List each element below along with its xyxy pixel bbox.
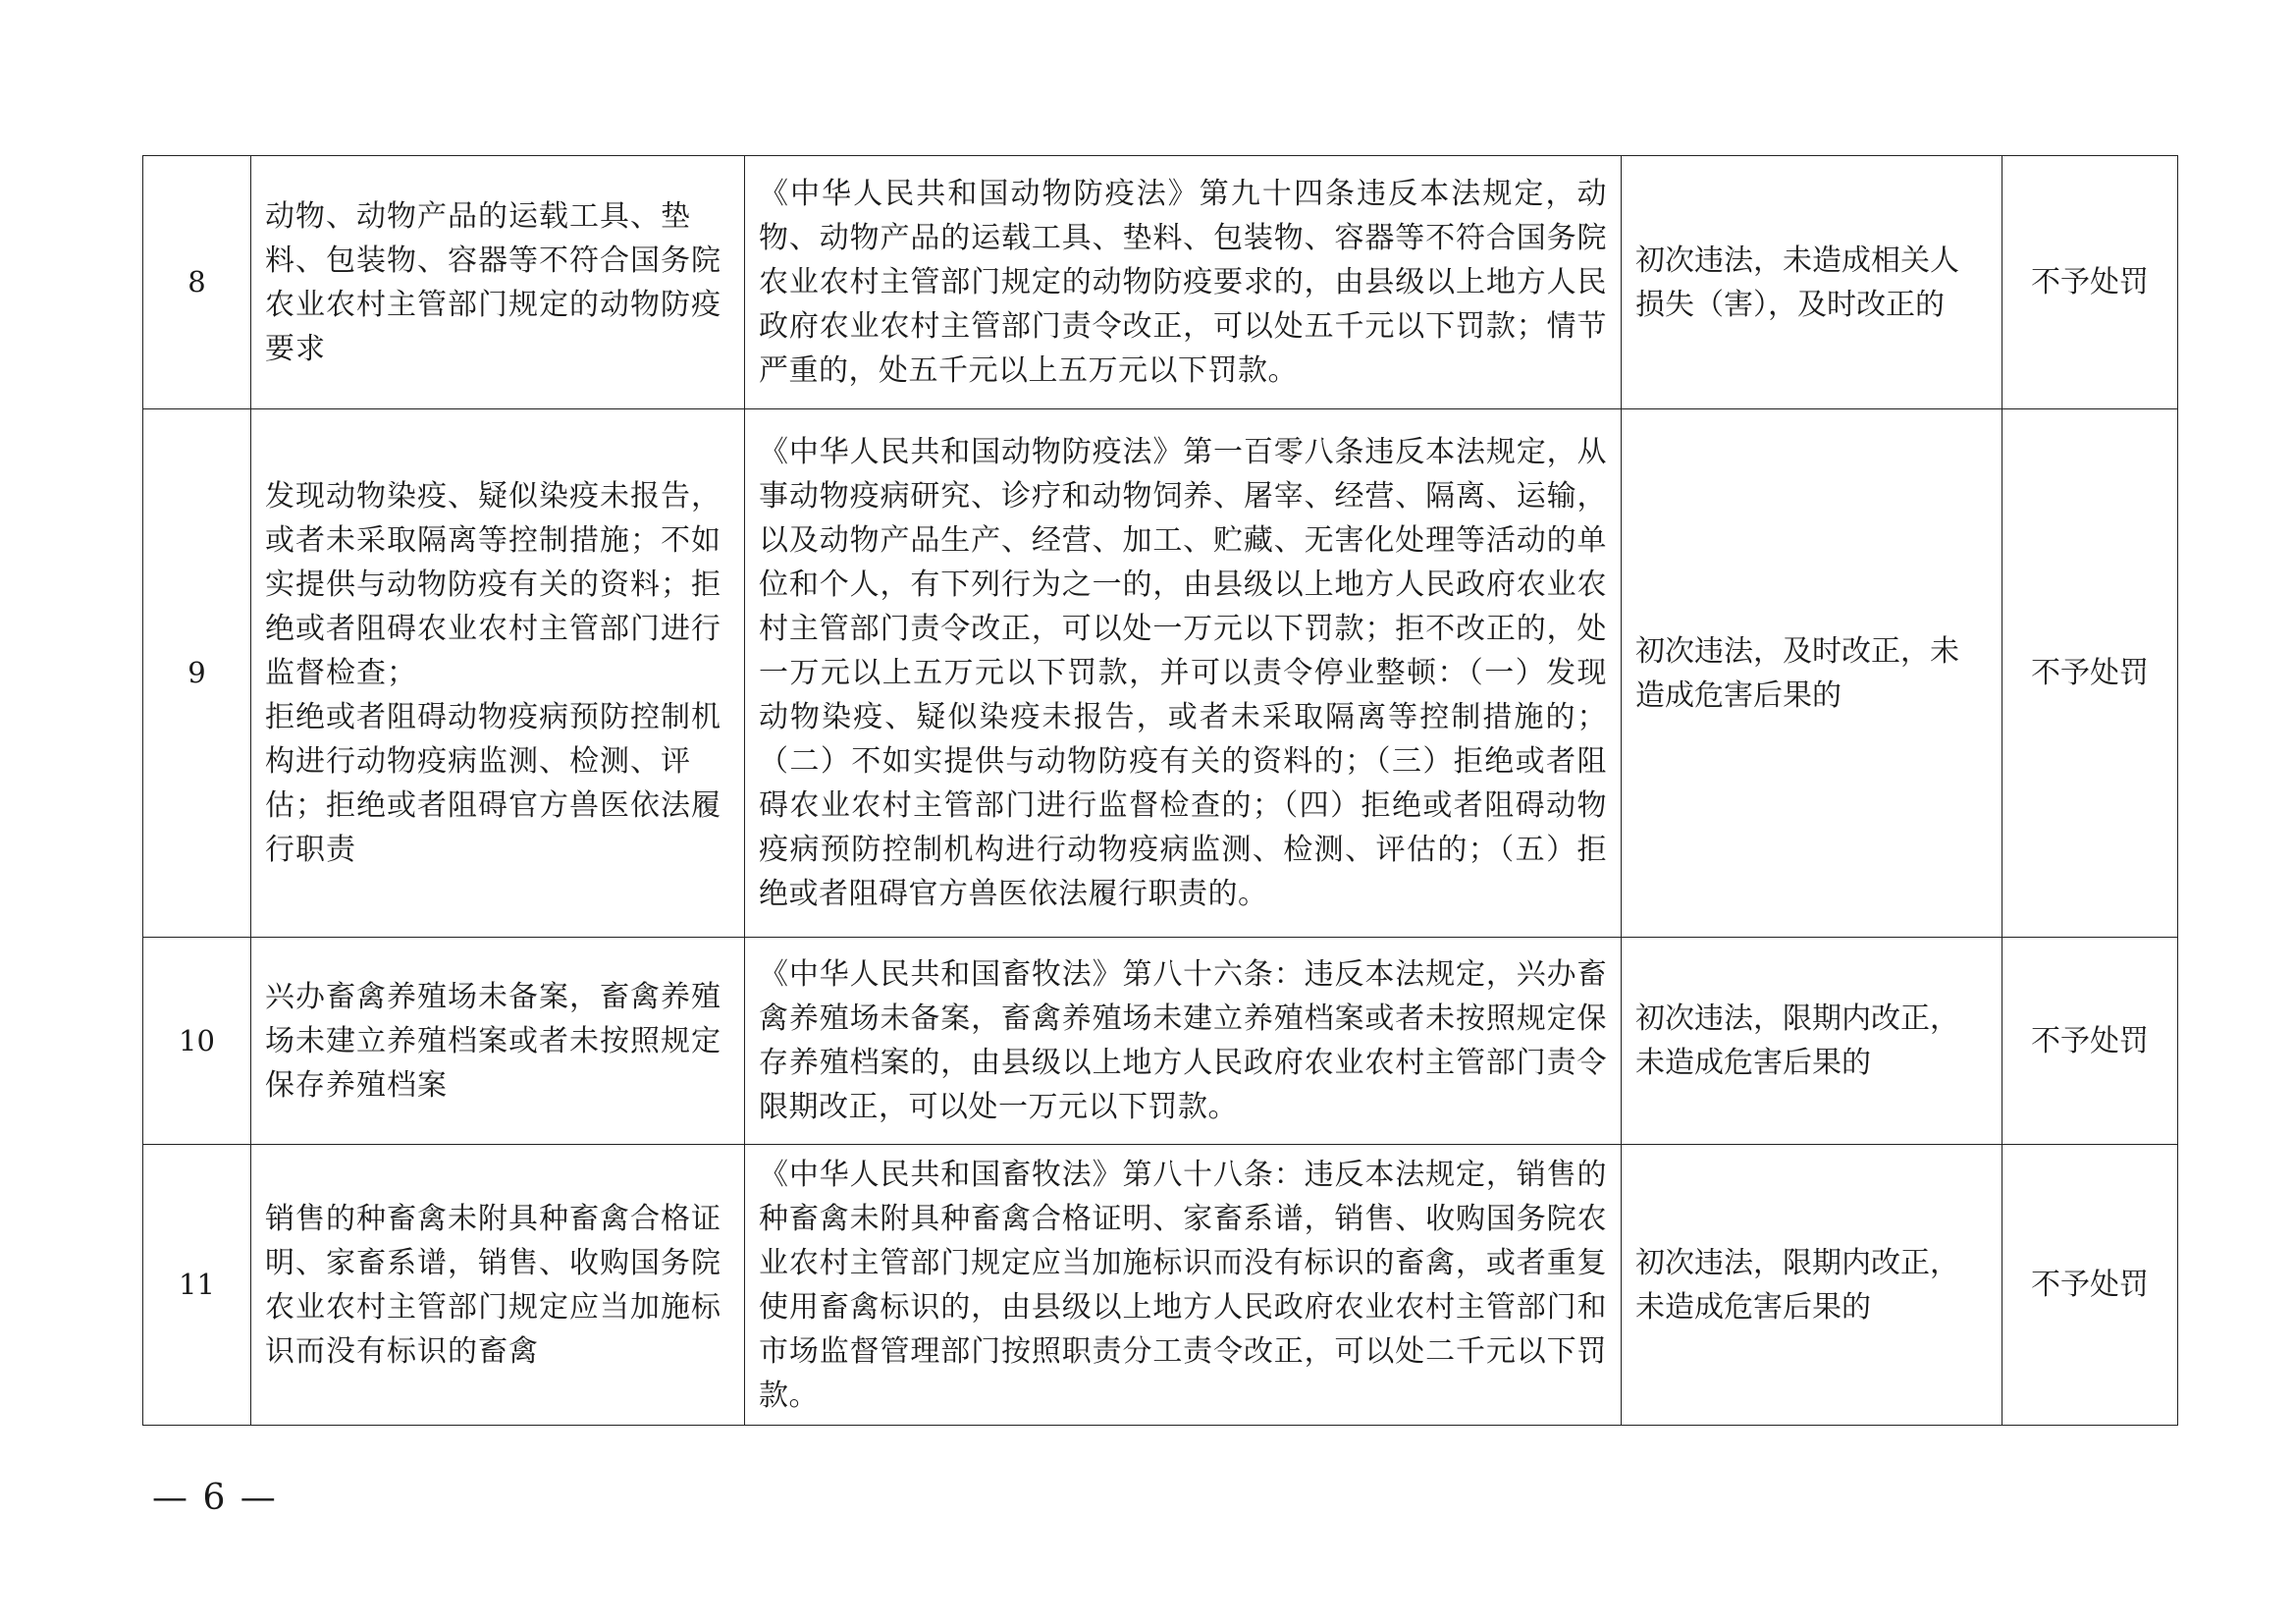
- penalty-result: 不予处罚: [2002, 156, 2178, 409]
- row-number: 10: [143, 938, 251, 1145]
- table-row: [143, 409, 2178, 938]
- penalty-result: 不予处罚: [2002, 938, 2178, 1145]
- exemption-condition: 初次违法，及时改正，未造成危害后果的: [1622, 409, 2002, 938]
- table-row: [143, 938, 2178, 1145]
- legal-basis: 《中华人民共和国畜牧法》第八十八条：违反本法规定，销售的种畜禽未附具种畜禽合格证明、家畜系谱，销售、收购国务院农业农村主管部门规定应当加施标识而没有标识的畜禽，或者重复使用畜禽标识的，由县级以上地方人民政府农业农村主管部门和市场监督管理部门按照职责分工责令改正，可以处二千元以下罚款。: [745, 1145, 1622, 1426]
- violation-behavior: 动物、动物产品的运载工具、垫料、包装物、容器等不符合国务院农业农村主管部门规定的动物防疫要求: [251, 156, 745, 409]
- legal-basis: 《中华人民共和国畜牧法》第八十六条：违反本法规定，兴办畜禽养殖场未备案，畜禽养殖场未建立养殖档案或者未按照规定保存养殖档案的，由县级以上地方人民政府农业农村主管部门责令限期改正，可以处一万元以下罚款。: [745, 938, 1622, 1145]
- row-number: 11: [143, 1145, 251, 1426]
- exemption-condition: 初次违法，未造成相关人损失（害），及时改正的: [1622, 156, 2002, 409]
- table-row: [143, 156, 2178, 409]
- penalty-exemption-table: [142, 155, 2178, 1426]
- violation-behavior: 发现动物染疫、疑似染疫未报告，或者未采取隔离等控制措施；不如实提供与动物防疫有关的资料；拒绝或者阻碍农业农村主管部门进行监督检查； 拒绝或者阻碍动物疫病预防控制机构进行动物疫病监测、检测、评估；拒绝或者阻碍官方兽医依法履行职责: [251, 409, 745, 938]
- exemption-condition: 初次违法，限期内改正，未造成危害后果的: [1622, 938, 2002, 1145]
- table-row: [143, 1145, 2178, 1426]
- violation-behavior: 兴办畜禽养殖场未备案，畜禽养殖场未建立养殖档案或者未按照规定保存养殖档案: [251, 938, 745, 1145]
- violation-behavior: 销售的种畜禽未附具种畜禽合格证明、家畜系谱，销售、收购国务院农业农村主管部门规定应当加施标识而没有标识的畜禽: [251, 1145, 745, 1426]
- legal-basis: 《中华人民共和国动物防疫法》第九十四条违反本法规定，动物、动物产品的运载工具、垫料、包装物、容器等不符合国务院农业农村主管部门规定的动物防疫要求的，由县级以上地方人民政府农业农村主管部门责令改正，可以处五千元以下罚款；情节严重的，处五千元以上五万元以下罚款。: [745, 156, 1622, 409]
- legal-basis: 《中华人民共和国动物防疫法》第一百零八条违反本法规定，从事动物疫病研究、诊疗和动物饲养、屠宰、经营、隔离、运输，以及动物产品生产、经营、加工、贮藏、无害化处理等活动的单位和个人，有下列行为之一的，由县级以上地方人民政府农业农村主管部门责令改正，可以处一万元以下罚款；拒不改正的，处一万元以上五万元以下罚款，并可以责令停业整顿：（一）发现动物染疫、疑似染疫未报告，或者未采取隔离等控制措施的；（二）不如实提供与动物防疫有关的资料的；（三）拒绝或者阻碍农业农村主管部门进行监督检查的；（四）拒绝或者阻碍动物疫病预防控制机构进行动物疫病监测、检测、评估的；（五）拒绝或者阻碍官方兽医依法履行职责的。: [745, 409, 1622, 938]
- row-number: 8: [143, 156, 251, 409]
- penalty-result: 不予处罚: [2002, 409, 2178, 938]
- penalty-result: 不予处罚: [2002, 1145, 2178, 1426]
- exemption-condition: 初次违法，限期内改正，未造成危害后果的: [1622, 1145, 2002, 1426]
- page-number: — 6 —: [152, 1478, 278, 1518]
- row-number: 9: [143, 409, 251, 938]
